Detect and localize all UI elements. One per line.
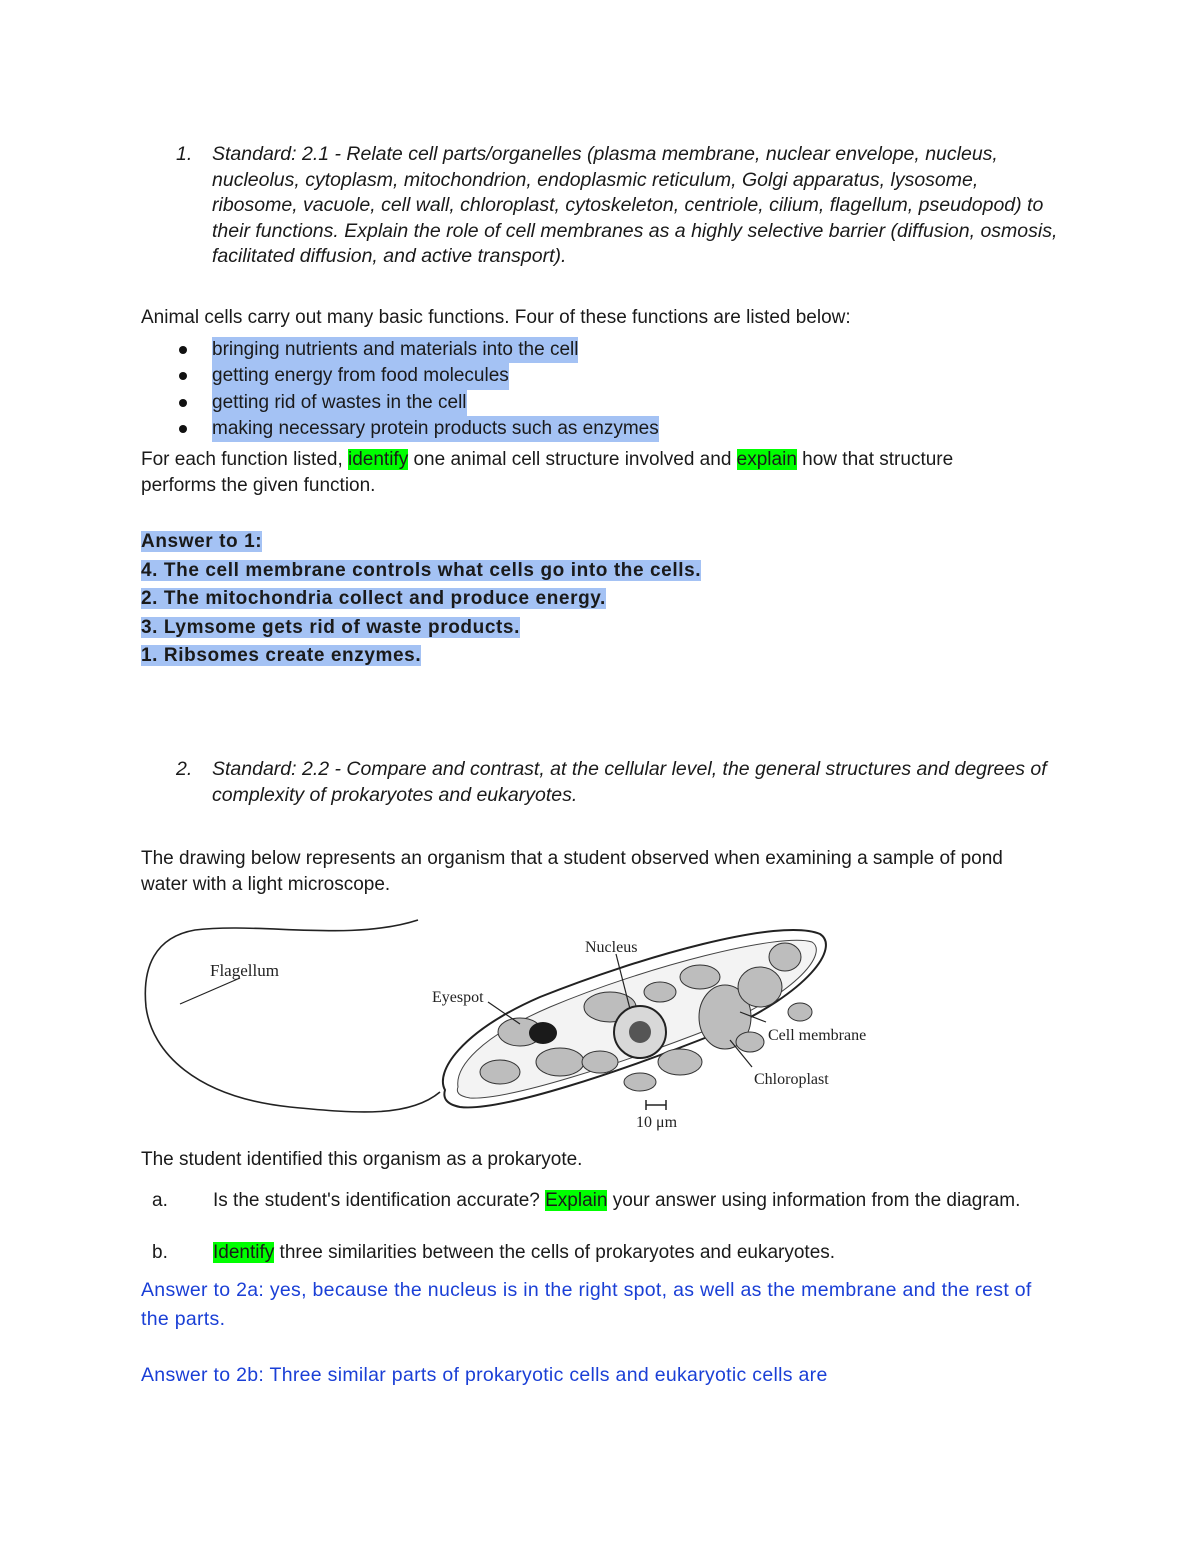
answer-1-heading: Answer to 1: [141,531,263,552]
answer-2a: Answer to 2a: yes, because the nucleus is in the right spot, as well as the membrane and the rest of the parts. [141,1279,1032,1330]
question-2b [152,1240,1052,1268]
label-nucleus: Nucleus [585,939,638,956]
standard-2-number: 2. [176,758,193,780]
label-scale: 10 μm [636,1114,678,1131]
question-text: three similarities between the cells of prokaryotes and eukaryotes. [274,1242,836,1263]
intro-2: The drawing below represents an organism that a student observed when examining a sample of pond water with a light microscope. [141,848,1003,895]
eyespot [529,1022,557,1044]
question-2b-label: b. [152,1242,168,1263]
label-chloroplast: Chloroplast [754,1071,829,1088]
standard-2 [176,757,1066,812]
answer-1-line: 1. Ribsomes create enzymes. [141,645,422,666]
answer-1-line: 3. Lymsome gets rid of waste products. [141,616,520,638]
keyword-identify: identify [348,449,409,470]
keyword-explain: Explain [545,1190,608,1211]
question-2a-label: a. [152,1190,168,1211]
list-item [176,416,659,442]
function-list [176,337,659,442]
intro-1: Animal cells carry out many basic functions. Four of these functions are listed below: [141,307,851,328]
standard-1-number: 1. [176,143,193,165]
label-flagellum: Flagellum [210,961,279,980]
standard-1-text: Standard: 2.1 - Relate cell parts/organelles (plasma membrane, nuclear envelope, nucleus, nucleolus, cytoplasm, mitochondrion, endoplasmic reticulum, Golgi apparatus, lysosome, ribosome, vacuole, cell wall, chloroplast, cytoskeleton, centriole, cilium, flagellum, pseudopod) to their functions. Explain the role of cell membranes as a highly selective barrier (diffusion, osmosis, facilitated diffusion, and active transport). [212,143,1058,267]
function-text: getting energy from food molecules [212,363,509,389]
function-text: getting rid of wastes in the cell [212,390,467,416]
keyword-explain: explain [736,449,797,470]
label-eyespot: Eyespot [432,989,484,1006]
instruction-1 [141,447,1021,499]
question-text: Is the student's identification accurate? [213,1190,546,1211]
function-text: making necessary protein products such as enzymes [212,416,659,442]
instruction-text: For each function listed, [141,449,348,470]
standard-1 [176,142,1066,272]
statement-2: The student identified this organism as a prokaryote. [141,1149,583,1170]
answer-1 [141,528,701,671]
question-2a [152,1188,1052,1216]
euglena-diagram [140,912,900,1137]
keyword-identify: Identify [213,1242,275,1263]
answer-2b: Answer to 2b: Three similar parts of prokaryotic cells and eukaryotic cells are [141,1364,828,1386]
question-text: your answer using information from the diagram. [607,1190,1021,1211]
function-text: bringing nutrients and materials into the cell [212,337,578,363]
answer-1-line: 2. The mitochondria collect and produce energy. [141,588,606,609]
answer-1-line: 4. The cell membrane controls what cells go into the cells. [141,559,702,581]
standard-2-text: Standard: 2.2 - Compare and contrast, at the cellular level, the general structures and degrees of complexity of prokaryotes and eukaryotes. [212,758,1047,806]
instruction-text: one animal cell structure involved and [408,449,737,470]
instruction-text: how that structure performs the given function. [141,449,954,496]
list-item [176,363,659,389]
flagellum [145,920,440,1112]
label-cell-membrane: Cell membrane [768,1027,867,1044]
list-item [176,390,659,416]
list-item [176,337,659,363]
